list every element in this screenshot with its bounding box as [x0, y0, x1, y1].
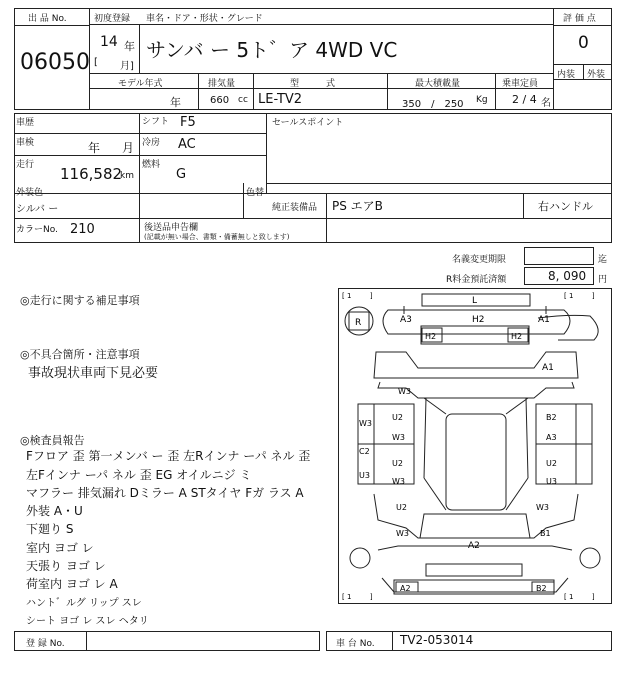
- report-line: 室内 ヨゴ レ: [26, 541, 94, 555]
- capacity-label: 乗車定員: [502, 79, 539, 89]
- car-name: サンバ ー 5ト゛ア 4WD VC: [146, 38, 398, 62]
- mark-w3-l2: W3: [392, 477, 405, 486]
- report-line: 天張り ヨゴ レ: [26, 559, 106, 573]
- corner-label-bl: [ 1 ]: [342, 593, 373, 601]
- car-name-label: 車名・ドア・形状・グレード: [146, 14, 263, 24]
- color-no-label: カラーNo.: [16, 225, 58, 235]
- fuel-value: G: [176, 167, 187, 182]
- type-label: 型 式: [290, 79, 336, 89]
- report-line: 外装 A・U: [26, 504, 83, 518]
- mark-w3-left: W3: [398, 387, 411, 396]
- mark-u2-r2: U2: [546, 459, 557, 468]
- displacement-label: 排気量: [208, 79, 236, 89]
- mark-u2-l3: U2: [396, 503, 407, 512]
- shift-value: F5: [180, 115, 196, 130]
- ac-label: 冷房: [142, 138, 161, 148]
- exterior-color-value: シルバ ー: [16, 204, 59, 215]
- displacement-unit: cc: [238, 95, 248, 105]
- mark-h2-top: H2: [472, 315, 485, 325]
- driving-notes-title: ◎走行に関する補足事項: [20, 294, 140, 307]
- mark-h2-left: H2: [425, 332, 437, 341]
- mark-h2-right: H2: [511, 332, 523, 341]
- max-load-label: 最大積載量: [415, 79, 461, 89]
- mark-u2-l2: U2: [392, 459, 403, 468]
- steering-value: 右ハンドル: [538, 200, 593, 213]
- mileage-value: 116,582: [60, 165, 123, 183]
- roof-center: [446, 414, 506, 510]
- first-registration-label: 初度登録: [94, 14, 131, 24]
- mark-u3-r2: U3: [546, 477, 557, 486]
- corner-label-tl: [ 1 ]: [342, 292, 373, 300]
- vehicle-damage-diagram: [338, 288, 612, 604]
- docs-note: (記載が無い場合、書類・備蓄無しと致します): [144, 233, 290, 241]
- mark-a2-bottom: A2: [400, 584, 411, 593]
- mark-b2-r1: B2: [546, 413, 557, 422]
- shift-label: シフト: [142, 117, 170, 127]
- mark-a3-top: A3: [400, 315, 412, 325]
- score-label: 評 価 点: [563, 14, 596, 24]
- report-line: Fフロア 歪 第一メンバ ー 歪 左Rインナ ーパ ネル 歪: [26, 449, 311, 463]
- registration-no-label: 登 録 No.: [26, 639, 65, 649]
- interior-score-label: 内装: [557, 70, 576, 80]
- docs-label: 後送品申告欄: [144, 223, 199, 233]
- report-line: ハント゛ルグ リップ スレ: [26, 598, 142, 609]
- max-load-value: 350 / 250: [402, 99, 464, 110]
- lot-no-label: 出 品 No.: [28, 14, 67, 24]
- report-line: マフラー 排気漏れ Dミラー A STタイヤ Fガ ラス A: [26, 486, 304, 500]
- inspection-label: 車検: [16, 138, 35, 148]
- year-unit: 年: [124, 40, 135, 53]
- mark-a1-right: A1: [542, 363, 554, 373]
- chassis-no-value: TV2-053014: [400, 633, 474, 647]
- month-bracket-open: [: [94, 57, 98, 68]
- corner-label-tr: [ 1 ]: [564, 292, 595, 300]
- color-no-value: 210: [70, 222, 95, 237]
- mark-a1-top: A1: [538, 315, 550, 325]
- chassis-no-label: 車 台 No.: [336, 639, 375, 649]
- r-mark: R: [355, 318, 362, 328]
- mark-b1-r: B1: [540, 529, 551, 538]
- capacity-unit: 名: [541, 98, 551, 109]
- recycle-value: 8, 090: [548, 269, 587, 283]
- history-label: 車歴: [16, 118, 35, 128]
- sales-points-label: セールスポイント: [272, 118, 344, 128]
- color-change-label: 色替: [246, 188, 265, 198]
- report-line: 下廻り S: [26, 522, 74, 536]
- inspection-year-unit: 年: [88, 141, 101, 155]
- capacity-value: 2 / 4: [512, 93, 537, 106]
- inspector-title: ◎検査員報告: [20, 434, 85, 447]
- mark-w3-l1: W3: [359, 419, 372, 428]
- inspection-month-unit: 月: [122, 141, 135, 155]
- lot-no: 06050: [20, 50, 90, 75]
- mark-b2-bottom: B2: [536, 584, 547, 593]
- name-change-label: 名義変更期限: [452, 255, 507, 265]
- mark-u3-l: U3: [359, 471, 370, 480]
- model-year-unit: 年: [170, 96, 181, 109]
- report-line: 左Fインナ ーパ ネル 歪 EG オイルニジ ミ: [26, 468, 252, 482]
- max-load-unit: Kg: [476, 95, 488, 105]
- mark-u2-l1: U2: [392, 413, 403, 422]
- month-unit: 月]: [120, 61, 134, 72]
- name-change-unit: 迄: [598, 255, 608, 265]
- type-value: LE-TV2: [258, 92, 303, 107]
- mileage-unit: km: [120, 171, 134, 181]
- mileage-label: 走行: [16, 160, 35, 170]
- mark-c2-l: C2: [359, 447, 370, 456]
- equipment-label: 純正装備品: [272, 203, 318, 213]
- mark-w3-l3: W3: [396, 529, 409, 538]
- equipment-value: PS エアB: [332, 199, 383, 213]
- defects-text: 事故現状車両下見必要: [28, 366, 159, 381]
- first-registration-year: 14: [100, 34, 118, 50]
- report-line: シート ヨゴ レ スレ ヘタリ: [26, 616, 149, 627]
- ac-value: AC: [178, 137, 196, 152]
- report-line: 荷室内 ヨゴ レ A: [26, 577, 118, 591]
- fuel-label: 燃料: [142, 160, 161, 170]
- displacement-value: 660: [210, 95, 230, 106]
- mark-a2-center: A2: [468, 541, 480, 551]
- defects-title: ◎不具合箇所・注意事項: [20, 348, 140, 361]
- mark-l-top: L: [472, 296, 478, 306]
- corner-label-br: [ 1 ]: [564, 593, 595, 601]
- diagram-frame: [339, 289, 612, 604]
- exterior-color-label: 外装色: [16, 188, 44, 198]
- mark-a3-r1: A3: [546, 433, 557, 442]
- exterior-score-label: 外装: [587, 70, 606, 80]
- recycle-unit: 円: [598, 275, 608, 285]
- mark-w3-l1b: W3: [392, 433, 405, 442]
- mark-w3-r: W3: [536, 503, 549, 512]
- name-change-box: [524, 247, 594, 265]
- recycle-label: R料金預託済額: [446, 275, 507, 285]
- model-year-label: モデル年式: [118, 79, 163, 89]
- score-value: 0: [578, 33, 589, 53]
